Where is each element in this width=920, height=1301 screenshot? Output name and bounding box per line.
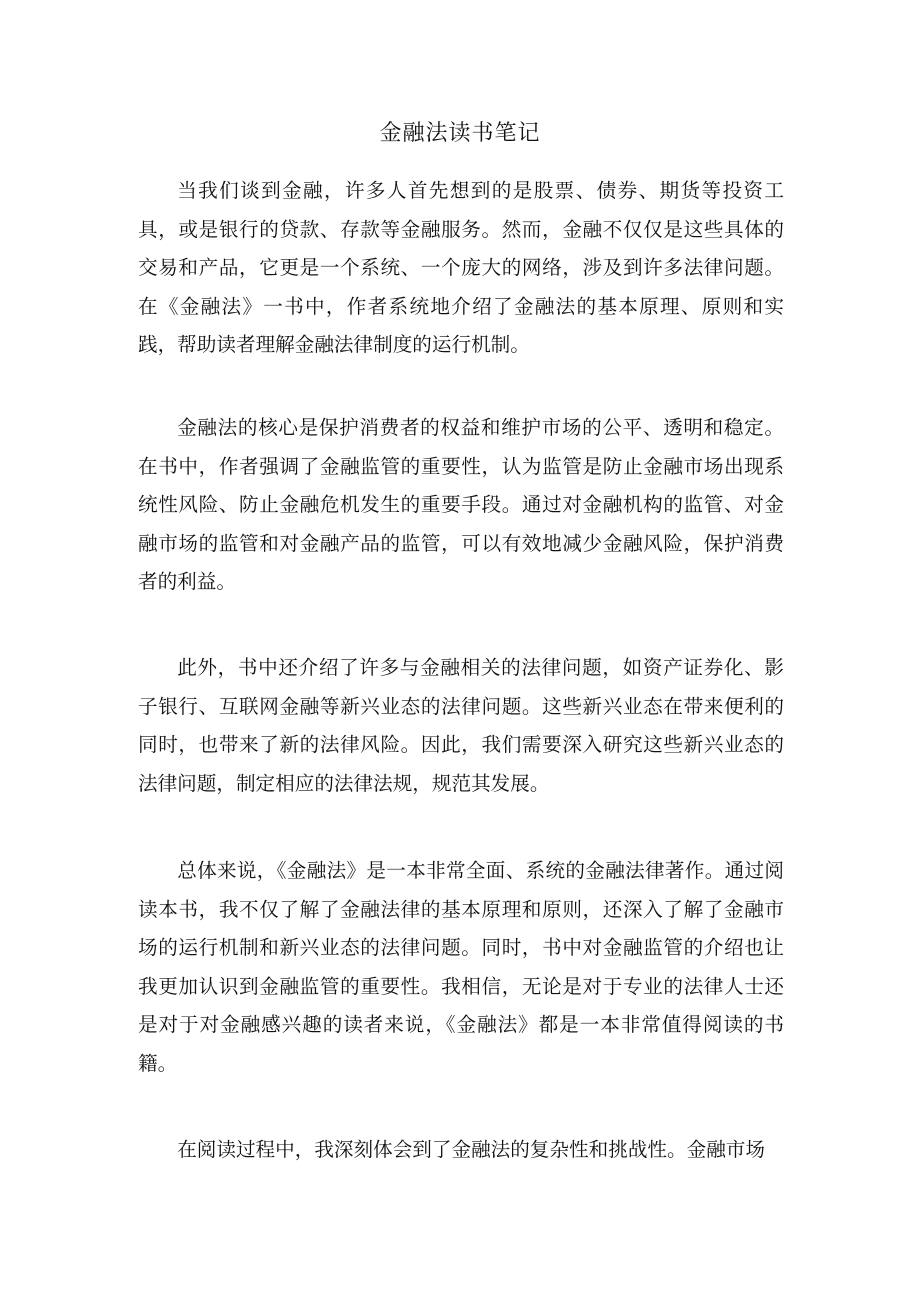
paragraph-emerging-issues: 此外，书中还介绍了许多与金融相关的法律问题，如资产证券化、影子银行、互联网金融等新兴业态的法律问题。这些新兴业态在带来便利的同时，也带来了新的法律风险。因此，我们需要深入研究这些新兴业态的法律问题，制定相应的法律法规，规范其发展。 <box>138 656 784 795</box>
paragraph-regulation: 金融法的核心是保护消费者的权益和维护市场的公平、透明和稳定。在书中，作者强调了金融监管的重要性，认为监管是防止金融市场出现系统性风险、防止金融危机发生的重要手段。通过对金融机构的监管、对金融市场的监管和对金融产品的监管，可以有效地减少金融风险，保护消费者的利益。 <box>138 416 784 594</box>
paragraph-reflection: 在阅读过程中，我深刻体会到了金融法的复杂性和挑战性。金融市场 <box>177 1138 765 1161</box>
paragraph-summary: 总体来说，《金融法》是一本非常全面、系统的金融法律著作。通过阅读本书，我不仅了解了金融法律的基本原理和原则，还深入了解了金融市场的运行机制和新兴业态的法律问题。同时，书中对金融监管的介绍也让我更加认识到金融监管的重要性。我相信，无论是对于专业的法律人士还是对于对金融感兴趣的读者来说，《金融法》都是一本非常值得阅读的书籍。 <box>138 859 784 1075</box>
paragraph-intro: 当我们谈到金融，许多人首先想到的是股票、债券、期货等投资工具，或是银行的贷款、存款等金融服务。然而，金融不仅仅是这些具体的交易和产品，它更是一个系统、一个庞大的网络，涉及到许多法律问题。在《金融法》一书中，作者系统地介绍了金融法的基本原理、原则和实践，帮助读者理解金融法律制度的运行机制。 <box>138 179 784 357</box>
document-title: 金融法读书笔记 <box>379 121 541 146</box>
